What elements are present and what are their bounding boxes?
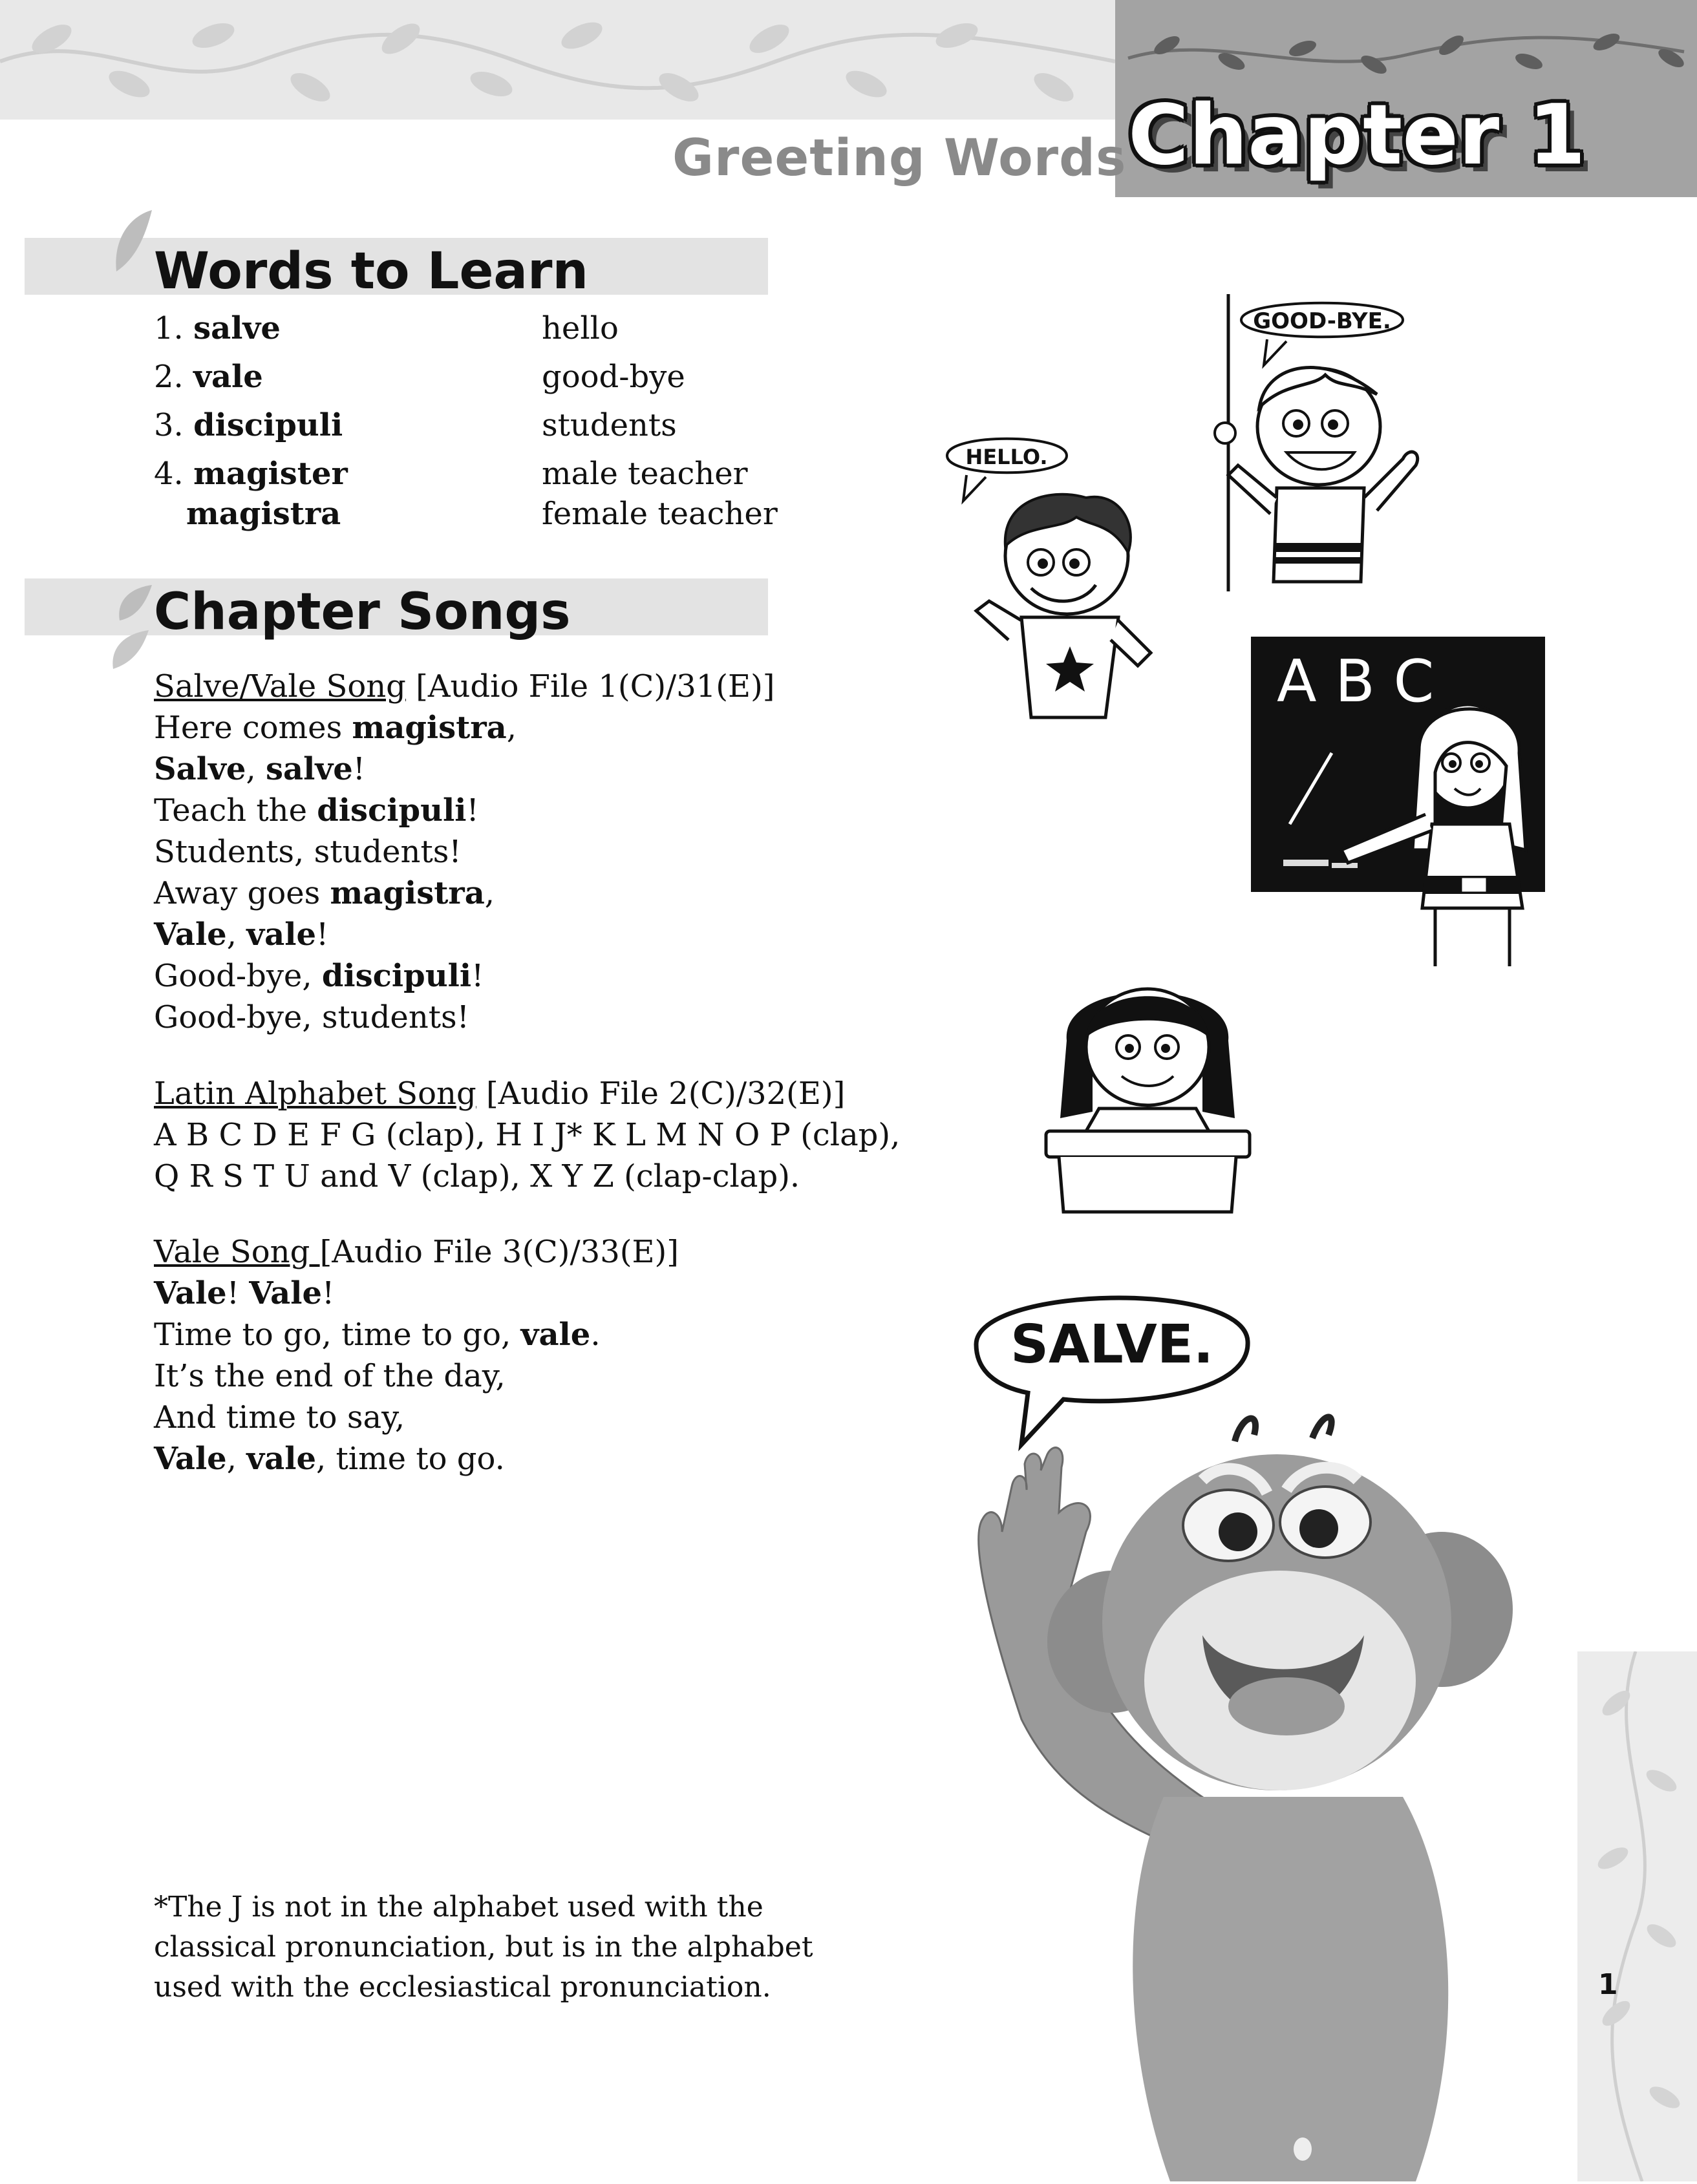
side-decoration-strip bbox=[1577, 1651, 1697, 2181]
lyric-line: Students, students! bbox=[154, 834, 462, 870]
lyric-line: Time to go, time to go, vale. bbox=[154, 1317, 601, 1353]
vine-decoration-dark bbox=[1115, 0, 1697, 78]
lyric-line: Teach the discipuli! bbox=[154, 792, 479, 829]
chapter-title: Chapter 1 bbox=[1128, 87, 1586, 184]
song-title-line: Salve/Vale Song [Audio File 1(C)/31(E)] bbox=[154, 668, 775, 705]
song-latin-alphabet bbox=[154, 1073, 900, 1197]
footnote: *The J is not in the alphabet used with the classical pronunciation, but is in the alphabet used with the ecclesiastical pronunciation. bbox=[154, 1891, 813, 2004]
vocab-item-1: 1. salve bbox=[154, 310, 281, 346]
song-vale bbox=[154, 1231, 679, 1479]
lyric-line: Good-bye, students! bbox=[154, 999, 469, 1035]
girl-desk-illustration bbox=[1041, 957, 1254, 1215]
vocab-def-3: students bbox=[542, 407, 677, 443]
page-number: 1 bbox=[1598, 1968, 1618, 2001]
header-band bbox=[0, 0, 1115, 120]
salve-bubble-text: SALVE. bbox=[1010, 1314, 1214, 1375]
lyric-line: Here comes magistra, bbox=[154, 710, 517, 746]
lyric-line: Vale, vale! bbox=[154, 917, 329, 953]
section-title: Greeting Words bbox=[672, 129, 1127, 187]
leaves-icon bbox=[107, 582, 158, 672]
vocab-def-4: male teacher bbox=[542, 456, 748, 492]
song-title-line: Latin Alphabet Song [Audio File 2(C)/32(E)] bbox=[154, 1076, 846, 1112]
lyric-line: And time to say, bbox=[154, 1399, 405, 1436]
song-title-line: Vale Song [Audio File 3(C)/33(E)] bbox=[154, 1234, 679, 1270]
lyric-line: Vale, vale, time to go. bbox=[154, 1441, 505, 1477]
leaf-icon bbox=[110, 207, 155, 278]
lyric-line: Q R S T U and V (clap), X Y Z (clap-clap). bbox=[154, 1158, 800, 1194]
vine-decoration-vertical bbox=[1577, 1651, 1697, 2181]
chapter-songs-heading: Chapter Songs bbox=[154, 583, 571, 641]
goodbye-bubble-text: GOOD-BYE. bbox=[1253, 308, 1391, 334]
vocab-item-4: 4. magister bbox=[154, 456, 348, 492]
lyric-line: A B C D E F G (clap), H I J* K L M N O P (clap), bbox=[154, 1117, 901, 1153]
vocab-def-1: hello bbox=[542, 310, 619, 346]
song-salve-vale bbox=[154, 666, 775, 1038]
vocab-item-5: magistra bbox=[186, 496, 341, 532]
lyric-line: Vale! Vale! bbox=[154, 1275, 335, 1311]
words-to-learn-heading: Words to Learn bbox=[154, 242, 588, 301]
vocab-def-5: female teacher bbox=[542, 496, 778, 532]
teacher-chalkboard-illustration bbox=[1251, 637, 1548, 973]
lyric-line: Salve, salve! bbox=[154, 751, 366, 787]
hello-bubble-text: HELLO. bbox=[965, 445, 1048, 469]
vine-decoration bbox=[0, 0, 1115, 120]
lyric-line: Away goes magistra, bbox=[154, 875, 495, 911]
boy-goodbye-illustration bbox=[1190, 291, 1461, 595]
vocab-item-3: 3. discipuli bbox=[154, 407, 343, 443]
chalkboard-text: A B C bbox=[1277, 648, 1435, 716]
vocab-item-2: 2. vale bbox=[154, 359, 263, 395]
lyric-line: Good-bye, discipuli! bbox=[154, 958, 484, 994]
vocab-def-2: good-bye bbox=[542, 359, 685, 395]
lyric-line: It’s the end of the day, bbox=[154, 1358, 506, 1394]
monkey-mascot-illustration bbox=[950, 1409, 1584, 2181]
boy-hello-illustration bbox=[937, 427, 1209, 724]
